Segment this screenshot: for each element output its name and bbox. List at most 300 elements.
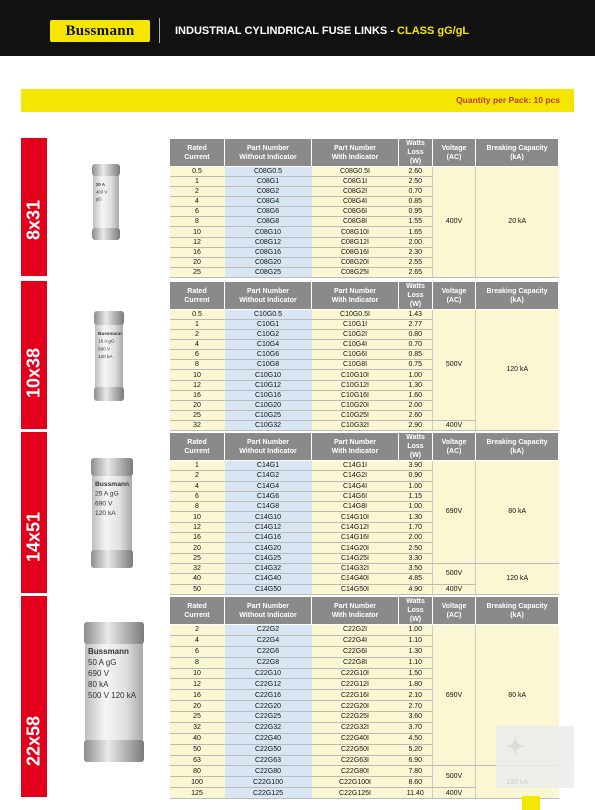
part-number: C14G50	[225, 584, 312, 594]
part-number-indicator: C22G25I	[312, 712, 399, 723]
part-number: C08G10	[225, 227, 312, 237]
fuse-print-text: 25 A gG	[95, 490, 119, 498]
part-number: C14G20	[225, 543, 312, 553]
size-label-wrap	[21, 323, 47, 423]
fuse-image	[47, 281, 167, 429]
header-text: Current	[184, 153, 210, 161]
breaking-capacity-value: 120 kA	[476, 310, 559, 431]
rated-current: 20	[170, 701, 225, 712]
part-number-indicator-header	[312, 139, 399, 167]
part-number: C10G16	[225, 390, 312, 400]
fuse-section-22x58	[21, 596, 574, 797]
part-number-indicator: C22G12I	[312, 679, 399, 690]
part-number-header	[225, 282, 312, 310]
voltage-header	[433, 433, 476, 461]
size-label-wrap	[21, 170, 47, 270]
watts-loss: 6.90	[399, 755, 433, 766]
rated-current: 32	[170, 722, 225, 733]
bussmann-logo: Bussmann	[50, 20, 150, 42]
fuse-photo	[47, 281, 167, 429]
part-number-indicator: C08G4I	[312, 197, 399, 207]
rated-current: 8	[170, 217, 225, 227]
fuse-top-cap	[92, 164, 120, 176]
part-number-indicator: C08G1I	[312, 177, 399, 187]
watts-loss-header	[399, 139, 433, 167]
rated-current: 4	[170, 197, 225, 207]
rated-current-header	[170, 433, 225, 461]
table-row	[170, 310, 559, 320]
header-text: (AC)	[446, 296, 462, 304]
watts-loss: 1.80	[399, 679, 433, 690]
part-number-indicator: C08G10I	[312, 227, 399, 237]
part-number: C22G40	[225, 733, 312, 744]
watermark: ✦	[496, 726, 574, 788]
header-text: Without Indicator	[239, 153, 297, 161]
rated-current: 20	[170, 543, 225, 553]
watts-loss: 11.40	[399, 788, 433, 799]
watts-loss: 1.60	[399, 390, 433, 400]
rated-current: 8	[170, 360, 225, 370]
part-number-indicator: C08G25I	[312, 267, 399, 277]
size-label: 8x31	[23, 199, 44, 241]
page-header	[0, 0, 595, 56]
part-number-indicator: C22G63I	[312, 755, 399, 766]
table-header-row	[170, 282, 559, 310]
part-number: C14G10	[225, 512, 312, 522]
watts-loss: 2.00	[399, 237, 433, 247]
breaking-capacity-header	[476, 433, 559, 461]
watts-loss: 0.95	[399, 207, 433, 217]
watts-loss: 0.70	[399, 187, 433, 197]
watts-loss: 2.00	[399, 533, 433, 543]
fuse-print-text: 50 A gG	[88, 658, 117, 667]
rated-current: 16	[170, 390, 225, 400]
watts-loss: 3.90	[399, 461, 433, 471]
part-number-indicator: C10G8I	[312, 360, 399, 370]
rated-current: 6	[170, 207, 225, 217]
table-header-row	[170, 433, 559, 461]
fuse-print-text: Bussmann	[95, 481, 130, 488]
part-number-indicator-header	[312, 282, 399, 310]
header-text: Rated	[187, 438, 207, 446]
watts-loss: 2.65	[399, 267, 433, 277]
part-number-indicator: C08G20I	[312, 257, 399, 267]
header-text: With Indicator	[331, 153, 379, 161]
rated-current: 6	[170, 646, 225, 657]
watts-loss: 8.60	[399, 777, 433, 788]
rated-current: 2	[170, 330, 225, 340]
voltage-value: 690V	[433, 461, 476, 564]
watts-loss: 1.50	[399, 668, 433, 679]
rated-current: 4	[170, 340, 225, 350]
header-divider	[159, 18, 160, 43]
voltage-value: 400V	[433, 584, 476, 594]
watts-loss: 1.15	[399, 491, 433, 501]
header-text: Watts Loss	[406, 434, 425, 450]
part-number-indicator: C10G4I	[312, 340, 399, 350]
part-number: C22G12	[225, 679, 312, 690]
breaking-capacity-value: 80 kA	[476, 625, 559, 766]
watts-loss-header	[399, 282, 433, 310]
watts-loss: 2.30	[399, 247, 433, 257]
part-number: C14G16	[225, 533, 312, 543]
table-row	[170, 461, 559, 471]
size-label-bar	[21, 596, 47, 797]
header-text: Part Number	[333, 438, 376, 446]
header-text: (kA)	[510, 447, 524, 455]
fuse-photo	[47, 138, 167, 276]
part-number-indicator: C10G0.5I	[312, 310, 399, 320]
fuse-print-text: 690 V	[88, 669, 109, 678]
watts-loss: 1.43	[399, 310, 433, 320]
part-number: C08G0.5	[225, 167, 312, 177]
header-text: Part Number	[246, 438, 289, 446]
voltage-header	[433, 597, 476, 625]
part-number: C22G4	[225, 635, 312, 646]
watts-loss: 3.30	[399, 553, 433, 563]
rated-current: 8	[170, 657, 225, 668]
part-number-indicator: C22G50I	[312, 744, 399, 755]
rated-current: 10	[170, 227, 225, 237]
watts-loss: 0.90	[399, 471, 433, 481]
rated-current: 1	[170, 320, 225, 330]
watts-loss: 1.30	[399, 646, 433, 657]
part-number: C14G4	[225, 481, 312, 491]
header-text: Voltage	[441, 438, 467, 446]
fuse-section-8x31	[21, 138, 574, 276]
rated-current: 125	[170, 788, 225, 799]
size-label-bar	[21, 432, 47, 593]
header-text: (AC)	[446, 153, 462, 161]
part-number-indicator: C22G80I	[312, 766, 399, 777]
fuse-print-text: Bussmann	[98, 331, 122, 336]
watts-loss: 2.10	[399, 690, 433, 701]
part-number: C22G32	[225, 722, 312, 733]
header-text: Part Number	[246, 287, 289, 295]
breaking-capacity-value: 80 kA	[476, 461, 559, 564]
part-number-indicator: C10G10I	[312, 370, 399, 380]
part-number-indicator: C14G50I	[312, 584, 399, 594]
watts-loss: 2.50	[399, 177, 433, 187]
header-text: (kA)	[510, 611, 524, 619]
header-text: (W)	[409, 158, 422, 165]
part-number: C10G20	[225, 400, 312, 410]
part-number-indicator: C14G1I	[312, 461, 399, 471]
fuse-bottom-cap	[92, 228, 120, 240]
part-number-indicator: C14G16I	[312, 533, 399, 543]
part-number-indicator: C22G2I	[312, 625, 399, 636]
rated-current: 40	[170, 733, 225, 744]
rated-current: 16	[170, 690, 225, 701]
part-number-indicator: C14G10I	[312, 512, 399, 522]
size-label: 22x58	[23, 715, 44, 767]
header-text: Without Indicator	[239, 611, 297, 619]
rated-current: 25	[170, 712, 225, 723]
watts-loss: 0.70	[399, 340, 433, 350]
part-number: C10G2	[225, 330, 312, 340]
rated-current: 0.5	[170, 310, 225, 320]
part-number-indicator-header	[312, 597, 399, 625]
rated-current: 20	[170, 400, 225, 410]
fuse-print-text: 690 V	[95, 500, 113, 508]
rated-current: 25	[170, 553, 225, 563]
quantity-per-pack: Quantity per Pack: 10 pcs	[456, 95, 560, 105]
part-number: C14G25	[225, 553, 312, 563]
part-number-indicator: C10G12I	[312, 380, 399, 390]
table-row	[170, 167, 559, 177]
part-number-indicator: C10G16I	[312, 390, 399, 400]
part-number: C08G16	[225, 247, 312, 257]
part-number-indicator: C08G16I	[312, 247, 399, 257]
watts-loss: 0.80	[399, 330, 433, 340]
header-text: Rated	[187, 144, 207, 152]
fuse-table	[169, 281, 559, 431]
header-text: (W)	[409, 616, 422, 623]
part-number: C08G1	[225, 177, 312, 187]
fuse-top-cap	[84, 622, 144, 644]
watts-loss: 0.75	[399, 360, 433, 370]
watts-loss: 0.85	[399, 350, 433, 360]
part-number-indicator: C22G16I	[312, 690, 399, 701]
header-text: Current	[184, 611, 210, 619]
part-number-indicator: C14G4I	[312, 481, 399, 491]
part-number: C08G6	[225, 207, 312, 217]
fuse-top-cap	[91, 458, 133, 476]
watts-loss: 1.00	[399, 625, 433, 636]
part-number: C08G25	[225, 267, 312, 277]
part-number-header	[225, 139, 312, 167]
part-number: C14G1	[225, 461, 312, 471]
size-label: 10x38	[23, 347, 44, 399]
part-number-indicator: C14G6I	[312, 491, 399, 501]
table-header-row	[170, 139, 559, 167]
fuse-image	[47, 432, 167, 593]
part-number-indicator: C22G4I	[312, 635, 399, 646]
part-number: C22G20	[225, 701, 312, 712]
part-number-indicator: C22G10I	[312, 668, 399, 679]
part-number: C22G80	[225, 766, 312, 777]
header-text: Watts Loss	[406, 140, 425, 156]
part-number: C22G8	[225, 657, 312, 668]
header-text: Rated	[187, 602, 207, 610]
part-number: C10G25	[225, 410, 312, 420]
fuse-print-text: 20 A	[96, 182, 105, 187]
table-header-row	[170, 597, 559, 625]
watts-loss: 3.50	[399, 563, 433, 573]
fuse-table	[169, 432, 559, 595]
part-number-indicator: C08G8I	[312, 217, 399, 227]
part-number: C10G12	[225, 380, 312, 390]
part-number-indicator: C10G20I	[312, 400, 399, 410]
part-number-indicator: C22G32I	[312, 722, 399, 733]
rated-current: 1	[170, 461, 225, 471]
fuse-print-text: 120 kA	[95, 510, 116, 517]
part-number-indicator: C14G2I	[312, 471, 399, 481]
part-number-indicator: C08G12I	[312, 237, 399, 247]
table-row	[170, 625, 559, 636]
part-number: C22G25	[225, 712, 312, 723]
part-number: C14G2	[225, 471, 312, 481]
rated-current: 12	[170, 522, 225, 532]
rated-current: 10	[170, 370, 225, 380]
part-number: C08G12	[225, 237, 312, 247]
fuse-image	[47, 138, 167, 276]
rated-current: 6	[170, 350, 225, 360]
part-number: C14G40	[225, 574, 312, 584]
size-label-wrap	[21, 487, 47, 587]
fuse-top-cap	[94, 311, 124, 325]
rated-current: 4	[170, 481, 225, 491]
header-text: With Indicator	[331, 611, 379, 619]
watts-loss: 2.60	[399, 410, 433, 420]
fuse-photo	[47, 596, 167, 797]
rated-current: 10	[170, 512, 225, 522]
part-number: C22G125	[225, 788, 312, 799]
part-number: C22G10	[225, 668, 312, 679]
watts-loss: 1.30	[399, 380, 433, 390]
watts-loss: 4.50	[399, 733, 433, 744]
size-label-bar	[21, 138, 47, 276]
header-text: With Indicator	[331, 296, 379, 304]
watts-loss: 1.70	[399, 522, 433, 532]
part-number: C08G2	[225, 187, 312, 197]
rated-current: 1	[170, 177, 225, 187]
rated-current: 100	[170, 777, 225, 788]
watts-loss: 1.10	[399, 635, 433, 646]
fuse-bottom-cap	[94, 387, 124, 401]
part-number: C10G6	[225, 350, 312, 360]
rated-current: 16	[170, 247, 225, 257]
class-label: CLASS gG/gL	[397, 25, 470, 37]
header-text: Rated	[187, 287, 207, 295]
part-number-indicator: C10G32I	[312, 420, 399, 430]
voltage-value: 500V	[433, 766, 476, 788]
header-text: Part Number	[246, 602, 289, 610]
part-number-indicator: C10G1I	[312, 320, 399, 330]
part-number: C22G50	[225, 744, 312, 755]
header-text: Without Indicator	[239, 296, 297, 304]
watts-loss-header	[399, 597, 433, 625]
watts-loss: 2.70	[399, 701, 433, 712]
header-text: (AC)	[446, 447, 462, 455]
watts-loss: 1.65	[399, 227, 433, 237]
rated-current: 6	[170, 491, 225, 501]
rated-current: 63	[170, 755, 225, 766]
rated-current-header	[170, 597, 225, 625]
header-text: Voltage	[441, 287, 467, 295]
header-text: Current	[184, 296, 210, 304]
fuse-print-text: 400 V	[96, 189, 108, 195]
header-text: (AC)	[446, 611, 462, 619]
rated-current: 40	[170, 574, 225, 584]
part-number-indicator: C14G25I	[312, 553, 399, 563]
fuse-table	[169, 138, 559, 278]
fuse-print-text: 500 V	[98, 346, 111, 352]
rated-current: 50	[170, 744, 225, 755]
watts-loss: 4.90	[399, 584, 433, 594]
page-title	[175, 25, 469, 37]
rated-current: 25	[170, 410, 225, 420]
rated-current: 12	[170, 237, 225, 247]
watts-loss: 2.00	[399, 400, 433, 410]
part-number-indicator: C14G40I	[312, 574, 399, 584]
voltage-value: 400V	[433, 420, 476, 430]
breaking-capacity-header	[476, 282, 559, 310]
header-text: (kA)	[510, 296, 524, 304]
fuse-bottom-cap	[84, 740, 144, 762]
part-number-indicator: C22G8I	[312, 657, 399, 668]
voltage-value: 400V	[433, 788, 476, 799]
corner-tab	[522, 796, 540, 810]
watts-loss: 7.80	[399, 766, 433, 777]
part-number: C22G100	[225, 777, 312, 788]
header-text: Voltage	[441, 144, 467, 152]
table-row	[170, 563, 559, 573]
header-text: Breaking Capacity	[486, 144, 548, 152]
part-number: C14G32	[225, 563, 312, 573]
watts-loss: 2.77	[399, 320, 433, 330]
watts-loss: 1.00	[399, 502, 433, 512]
part-number-indicator: C08G6I	[312, 207, 399, 217]
header-text: Part Number	[333, 144, 376, 152]
rated-current: 8	[170, 502, 225, 512]
header-text: (W)	[409, 452, 422, 459]
voltage-header	[433, 282, 476, 310]
fuse-section-10x38	[21, 281, 574, 429]
header-text: Without Indicator	[239, 447, 297, 455]
part-number: C10G4	[225, 340, 312, 350]
rated-current: 25	[170, 267, 225, 277]
fuse-print-text: 16 A gG	[98, 338, 115, 344]
part-number-indicator: C14G20I	[312, 543, 399, 553]
watts-loss: 0.85	[399, 197, 433, 207]
voltage-header	[433, 139, 476, 167]
header-text: Watts Loss	[406, 283, 425, 299]
part-number: C10G32	[225, 420, 312, 430]
fuse-print-text: 500 V 120 kA	[88, 691, 137, 700]
watts-loss: 2.50	[399, 543, 433, 553]
quantity-bar	[21, 89, 574, 112]
part-number-indicator: C14G32I	[312, 563, 399, 573]
rated-current: 50	[170, 584, 225, 594]
part-number: C22G16	[225, 690, 312, 701]
part-number: C22G2	[225, 625, 312, 636]
fuse-print-text: gG	[96, 196, 102, 202]
size-label: 14x51	[23, 511, 44, 563]
watts-loss: 1.00	[399, 370, 433, 380]
part-number-indicator-header	[312, 433, 399, 461]
header-text: Breaking Capacity	[486, 287, 548, 295]
part-number: C08G4	[225, 197, 312, 207]
part-number-indicator: C14G8I	[312, 502, 399, 512]
part-number-indicator: C10G6I	[312, 350, 399, 360]
rated-current: 80	[170, 766, 225, 777]
rated-current: 10	[170, 668, 225, 679]
header-text: Breaking Capacity	[486, 438, 548, 446]
watts-loss: 3.70	[399, 722, 433, 733]
rated-current: 2	[170, 471, 225, 481]
part-number-indicator: C22G125I	[312, 788, 399, 799]
part-number: C08G20	[225, 257, 312, 267]
breaking-capacity-header	[476, 139, 559, 167]
header-text: Part Number	[333, 287, 376, 295]
header-text: Voltage	[441, 602, 467, 610]
part-number-indicator: C08G0.5I	[312, 167, 399, 177]
part-number-indicator: C14G12I	[312, 522, 399, 532]
part-number: C10G1	[225, 320, 312, 330]
size-label-wrap	[21, 691, 47, 791]
rated-current-header	[170, 139, 225, 167]
